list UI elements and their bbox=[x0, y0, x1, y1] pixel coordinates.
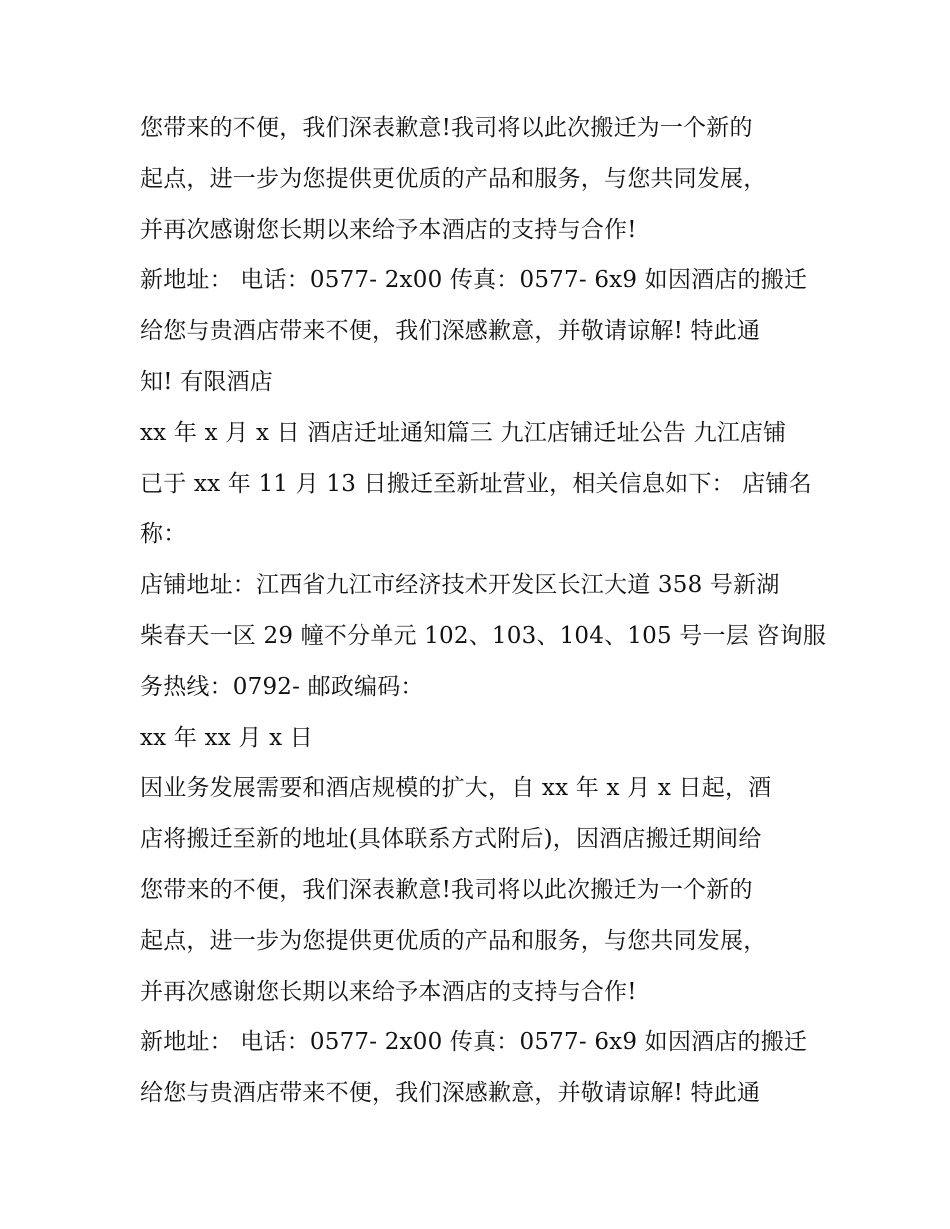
text-line: 柴春天一区 29 幢不分单元 102、103、104、105 号一层 咨询服 bbox=[140, 622, 827, 649]
text-line: xx 年 x 月 x 日 酒店迁址通知篇三 九江店铺迁址公告 九江店铺 bbox=[140, 419, 787, 446]
text-line: 您带来的不便，我们深表歉意!我司将以此次搬迁为一个新的 bbox=[140, 115, 753, 141]
text-line: xx 年 xx 月 x 日 bbox=[140, 724, 314, 751]
text-line: 起点，进一步为您提供更优质的产品和服务，与您共同发展， bbox=[140, 165, 767, 192]
text-line: 称： bbox=[140, 521, 187, 548]
text-line: 给您与贵酒店带来不便，我们深感歉意，并敬请谅解! 特此通 bbox=[140, 1080, 761, 1107]
text-line: 已于 xx 年 11 月 13 日搬迁至新址营业，相关信息如下： 店铺名 bbox=[140, 470, 812, 497]
text-line: 店铺地址：江西省九江市经济技术开发区长江大道 358 号新湖 bbox=[140, 572, 780, 599]
text-line: 新地址： 电话：0577- 2x00 传真：0577- 6x9 如因酒店的搬迁 bbox=[140, 1029, 808, 1056]
text-line: 给您与贵酒店带来不便，我们深感歉意，并敬请谅解! 特此通 bbox=[140, 318, 761, 345]
text-line: 务热线：0792- 邮政编码： bbox=[140, 673, 424, 700]
document-body bbox=[140, 103, 827, 1119]
text-line: 您带来的不便，我们深表歉意!我司将以此次搬迁为一个新的 bbox=[140, 876, 753, 903]
text-line: 因业务发展需要和酒店规模的扩大，自 xx 年 x 月 x 日起，酒 bbox=[140, 775, 772, 802]
text-line: 知! 有限酒店 bbox=[140, 368, 273, 395]
text-line: 新地址： 电话：0577- 2x00 传真：0577- 6x9 如因酒店的搬迁 bbox=[140, 267, 808, 294]
text-line: 并再次感谢您长期以来给予本酒店的支持与合作! bbox=[140, 216, 637, 243]
text-line: 起点，进一步为您提供更优质的产品和服务，与您共同发展， bbox=[140, 927, 767, 954]
text-line: 店将搬迁至新的地址(具体联系方式附后)，因酒店搬迁期间给 bbox=[140, 826, 762, 853]
text-line: 并再次感谢您长期以来给予本酒店的支持与合作! bbox=[140, 978, 637, 1005]
